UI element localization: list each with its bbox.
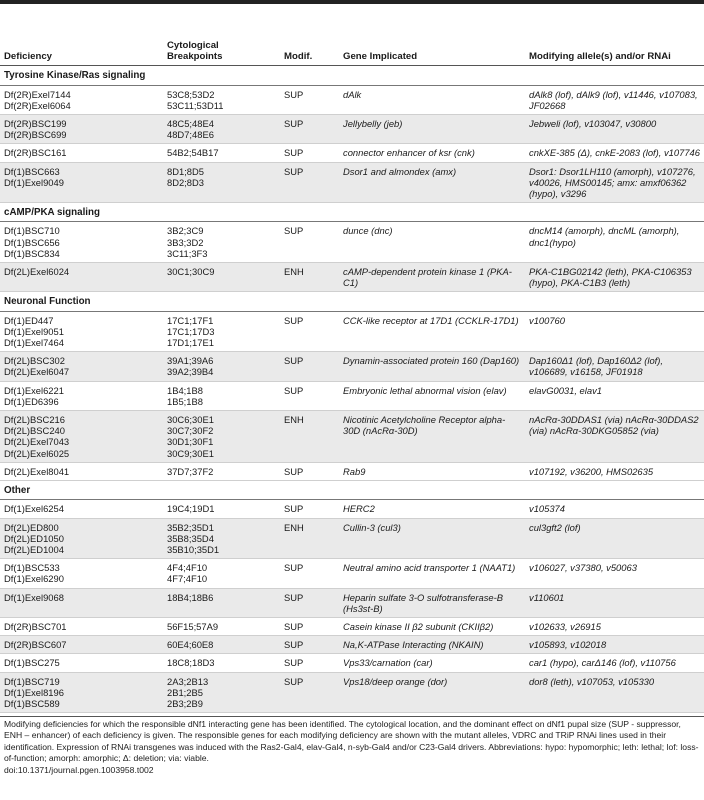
deficiency-name: Df(2R)BSC607 (4, 639, 67, 651)
breakpoint-value: 30C7;30F2 (167, 425, 214, 437)
allele-cell: v106027, v37380, v50063 (525, 559, 704, 588)
breakpoint-value: 35B10;35D1 (167, 543, 220, 555)
deficiency-cell (0, 617, 163, 635)
caption-text: Modifying deficiencies for which the responsible dNf1 interacting gene has been identified. The cytological location, and the dominant effect on dNf1 pupal size (SUP - suppressor, ENH – enhancer) of each deficiency is given. The responsible genes for each modifying deficiency are shown with the mutant alleles, VDRC and TRiP RNAi lines used in their identification. Expression of RNAi transgenes was induced with the Ras2-Gal4, elav-Gal4, n-syb-Gal4 and/or C23-Gal4 drivers. Abbreviations: hypo: hypomorphic; leth: lethal; lof: loss-of-function; amorph: amorphic; Δ: deletion; via: viable. (4, 719, 699, 764)
deficiency-cell (0, 115, 163, 144)
gene-cell: Rab9 (339, 462, 525, 480)
col-header-breakpoints: Cytological Breakpoints (163, 40, 280, 66)
breakpoint-value: 35B2;35D1 (167, 521, 214, 533)
breakpoints-cell (163, 636, 280, 654)
gene-cell: connector enhancer of ksr (cnk) (339, 144, 525, 162)
breakpoints-cell (163, 411, 280, 463)
col-header-gene: Gene Implicated (339, 40, 525, 66)
deficiency-name: Df(2R)BSC161 (4, 147, 67, 159)
table-row (0, 654, 704, 672)
breakpoint-value: 48D7;48E6 (167, 129, 214, 141)
table-row (0, 518, 704, 559)
deficiency-cell (0, 588, 163, 617)
table-row (0, 144, 704, 162)
breakpoint-value: 35B8;35D4 (167, 532, 214, 544)
section-header (0, 66, 704, 85)
modif-cell: SUP (280, 654, 339, 672)
table-row (0, 311, 704, 352)
allele-cell: nAcRα-30DDAS1 (via) nAcRα-30DDAS2 (via) nAcRα-30DKG05852 (via) (525, 411, 704, 463)
table-row (0, 559, 704, 588)
allele-cell: cul3gft2 (lof) (525, 518, 704, 559)
table-row (0, 85, 704, 114)
table-row (0, 462, 704, 480)
modif-cell: SUP (280, 559, 339, 588)
top-rule (0, 0, 704, 4)
breakpoint-value: 19C4;19D1 (167, 503, 215, 515)
gene-cell: Dsor1 and almondex (amx) (339, 162, 525, 203)
section-header (0, 292, 704, 311)
deficiency-cell (0, 411, 163, 463)
table-row (0, 588, 704, 617)
deficiency-name: Df(2L)Exel7043 (4, 436, 70, 448)
modif-cell: SUP (280, 500, 339, 518)
deficiency-cell (0, 518, 163, 559)
breakpoint-value: 2A3;2B13 (167, 675, 209, 687)
deficiency-cell (0, 144, 163, 162)
table-caption (4, 719, 700, 776)
table-row (0, 381, 704, 410)
deficiency-name: Df(2L)BSC302 (4, 355, 65, 367)
deficiency-cell (0, 311, 163, 352)
deficiency-name: Df(2R)BSC699 (4, 129, 67, 141)
section-header (0, 203, 704, 222)
breakpoint-value: 53C11;53D11 (167, 99, 224, 111)
modif-cell: SUP (280, 222, 339, 263)
allele-cell: dncM14 (amorph), dncML (amorph), dnc1(hypo) (525, 222, 704, 263)
gene-cell: HERC2 (339, 500, 525, 518)
bottom-rule (0, 716, 704, 717)
allele-cell: dor8 (leth), v107053, v105330 (525, 672, 704, 713)
gene-cell: Dynamin-associated protein 160 (Dap160) (339, 352, 525, 381)
allele-cell: v110601 (525, 588, 704, 617)
modif-cell: SUP (280, 636, 339, 654)
gene-cell: Jellybelly (jeb) (339, 115, 525, 144)
breakpoints-cell (163, 672, 280, 713)
deficiency-name: Df(2R)Exel7144 (4, 88, 71, 100)
breakpoint-value: 30C6;30E1 (167, 414, 214, 426)
breakpoint-value: 4F7;4F10 (167, 573, 208, 585)
modif-cell: SUP (280, 162, 339, 203)
modif-cell: ENH (280, 411, 339, 463)
breakpoints-cell (163, 518, 280, 559)
modif-cell: SUP (280, 144, 339, 162)
breakpoint-value: 30D1;30F1 (167, 436, 214, 448)
deficiency-name: Df(1)Exel6254 (4, 503, 64, 515)
breakpoint-value: 30C9;30E1 (167, 447, 214, 459)
table-body (0, 66, 704, 713)
gene-cell: Na,K-ATPase Interacting (NKAIN) (339, 636, 525, 654)
section-title: Tyrosine Kinase/Ras signaling (0, 66, 704, 85)
modif-cell: SUP (280, 85, 339, 114)
breakpoints-cell (163, 222, 280, 263)
allele-cell: v105893, v102018 (525, 636, 704, 654)
breakpoint-value: 3B3;3D2 (167, 236, 204, 248)
gene-cell: Vps18/deep orange (dor) (339, 672, 525, 713)
allele-cell: car1 (hypo), carΔ146 (lof), v110756 (525, 654, 704, 672)
deficiency-name: Df(1)Exel9049 (4, 176, 64, 188)
allele-cell: PKA-C1BG02142 (leth), PKA-C106353 (hypo), PKA-C1B3 (leth) (525, 263, 704, 292)
deficiency-name: Df(2R)BSC701 (4, 620, 67, 632)
allele-cell: dAlk8 (lof), dAlk9 (lof), v11446, v107083, JF02668 (525, 85, 704, 114)
breakpoint-value: 39A1;39A6 (167, 355, 214, 367)
breakpoint-value: 60E4;60E8 (167, 639, 214, 651)
modif-cell: SUP (280, 115, 339, 144)
deficiency-cell (0, 352, 163, 381)
breakpoint-value: 3C11;3F3 (167, 247, 208, 259)
breakpoint-value: 53C8;53D2 (167, 88, 215, 100)
deficiency-name: Df(1)Exel9068 (4, 591, 64, 603)
allele-cell: v102633, v26915 (525, 617, 704, 635)
breakpoint-value: 54B2;54B17 (167, 147, 219, 159)
deficiency-name: Df(1)Exel8196 (4, 686, 64, 698)
modif-cell: SUP (280, 381, 339, 410)
modif-cell: ENH (280, 518, 339, 559)
deficiency-cell (0, 222, 163, 263)
table-row (0, 636, 704, 654)
deficiency-cell (0, 500, 163, 518)
deficiency-name: Df(1)BSC589 (4, 697, 60, 709)
allele-cell: v105374 (525, 500, 704, 518)
breakpoints-cell (163, 85, 280, 114)
deficiency-name: Df(1)Exel7464 (4, 337, 64, 349)
deficiency-name: Df(1)BSC656 (4, 236, 60, 248)
deficiency-cell (0, 263, 163, 292)
breakpoints-cell (163, 588, 280, 617)
breakpoints-cell (163, 654, 280, 672)
allele-cell: elavG0031, elav1 (525, 381, 704, 410)
breakpoint-value: 48C5;48E4 (167, 118, 214, 130)
breakpoint-value: 39A2;39B4 (167, 366, 214, 378)
deficiency-name: Df(2R)BSC199 (4, 118, 67, 130)
section-header (0, 481, 704, 500)
breakpoints-cell (163, 617, 280, 635)
deficiency-name: Df(2L)ED1050 (4, 532, 64, 544)
breakpoint-value: 8D1;8D5 (167, 165, 205, 177)
gene-cell: Heparin sulfate 3-O sulfotransferase-B (Hs3st-B) (339, 588, 525, 617)
deficiency-name: Df(2L)ED800 (4, 521, 59, 533)
allele-cell: Dsor1: Dsor1LH110 (amorph), v107276, v40026, HMS00145; amx: amxf06362 (hypo), v3296 (525, 162, 704, 203)
deficiency-name: Df(2R)Exel6064 (4, 99, 71, 111)
breakpoint-value: 18C8;18D3 (167, 657, 215, 669)
modif-cell: SUP (280, 588, 339, 617)
breakpoint-value: 4F4;4F10 (167, 562, 208, 574)
breakpoints-cell (163, 352, 280, 381)
deficiency-name: Df(2L)BSC216 (4, 414, 65, 426)
breakpoint-value: 30C1;30C9 (167, 266, 215, 278)
table-row (0, 222, 704, 263)
gene-cell: Vps33/carnation (car) (339, 654, 525, 672)
breakpoints-cell (163, 162, 280, 203)
allele-cell: cnkXE-385 (Δ), cnkE-2083 (lof), v107746 (525, 144, 704, 162)
deficiency-name: Df(2L)Exel8041 (4, 465, 70, 477)
gene-cell: dAlk (339, 85, 525, 114)
col-header-modif: Modif. (280, 40, 339, 66)
allele-cell: v100760 (525, 311, 704, 352)
deficiency-name: Df(1)ED6396 (4, 395, 59, 407)
section-title: Neuronal Function (0, 292, 704, 311)
deficiency-name: Df(1)Exel6290 (4, 573, 64, 585)
deficiency-name: Df(1)BSC719 (4, 675, 60, 687)
gene-cell: cAMP-dependent protein kinase 1 (PKA-C1) (339, 263, 525, 292)
section-title: cAMP/PKA signaling (0, 203, 704, 222)
breakpoint-value: 2B1;2B5 (167, 686, 203, 698)
breakpoint-value: 1B5;1B8 (167, 395, 203, 407)
breakpoint-value: 2B3;2B9 (167, 697, 203, 709)
allele-cell: Jebweli (lof), v103047, v30800 (525, 115, 704, 144)
deficiency-name: Df(2L)Exel6025 (4, 447, 70, 459)
gene-cell: Cullin-3 (cul3) (339, 518, 525, 559)
deficiency-name: Df(1)Exel9051 (4, 325, 64, 337)
breakpoints-cell (163, 115, 280, 144)
deficiency-cell (0, 85, 163, 114)
breakpoint-value: 3B2;3C9 (167, 225, 204, 237)
breakpoint-value: 1B4;1B8 (167, 384, 203, 396)
breakpoint-value: 17C1;17D3 (167, 325, 215, 337)
table-row (0, 115, 704, 144)
table-row (0, 411, 704, 463)
modif-cell: SUP (280, 311, 339, 352)
breakpoints-cell (163, 144, 280, 162)
deficiency-table (0, 40, 704, 713)
breakpoint-value: 18B4;18B6 (167, 591, 214, 603)
breakpoint-value: 17C1;17F1 (167, 314, 214, 326)
breakpoints-cell (163, 500, 280, 518)
breakpoints-cell (163, 462, 280, 480)
table-row (0, 263, 704, 292)
modif-cell: ENH (280, 263, 339, 292)
deficiency-name: Df(2L)BSC240 (4, 425, 65, 437)
gene-cell: CCK-like receptor at 17D1 (CCKLR-17D1) (339, 311, 525, 352)
breakpoints-cell (163, 263, 280, 292)
deficiency-cell (0, 162, 163, 203)
modif-cell: SUP (280, 617, 339, 635)
gene-cell: Nicotinic Acetylcholine Receptor alpha-30D (nAcRα-30D) (339, 411, 525, 463)
modif-cell: SUP (280, 352, 339, 381)
table-row (0, 672, 704, 713)
deficiency-cell (0, 381, 163, 410)
modif-cell: SUP (280, 462, 339, 480)
deficiency-name: Df(1)BSC533 (4, 562, 60, 574)
header-row (0, 40, 704, 66)
deficiency-name: Df(2L)ED1004 (4, 543, 64, 555)
gene-cell: dunce (dnc) (339, 222, 525, 263)
table-row (0, 500, 704, 518)
deficiency-cell (0, 636, 163, 654)
modif-cell: SUP (280, 672, 339, 713)
deficiency-name: Df(1)BSC663 (4, 165, 60, 177)
col-header-deficiency: Deficiency (0, 40, 163, 66)
col-header-allele: Modifying allele(s) and/or RNAi (525, 40, 704, 66)
breakpoints-cell (163, 311, 280, 352)
breakpoint-value: 37D7;37F2 (167, 465, 214, 477)
deficiency-name: Df(1)BSC710 (4, 225, 60, 237)
breakpoint-value: 56F15;57A9 (167, 620, 219, 632)
deficiency-name: Df(1)BSC275 (4, 657, 60, 669)
breakpoints-cell (163, 559, 280, 588)
caption-doi: doi:10.1371/journal.pgen.1003958.t002 (4, 764, 154, 775)
deficiency-name: Df(1)ED447 (4, 314, 54, 326)
gene-cell: Casein kinase II β2 subunit (CKIIβ2) (339, 617, 525, 635)
deficiency-cell (0, 672, 163, 713)
breakpoint-value: 17D1;17E1 (167, 337, 214, 349)
deficiency-name: Df(1)Exel6221 (4, 384, 64, 396)
table-row (0, 352, 704, 381)
breakpoints-cell (163, 381, 280, 410)
deficiency-cell (0, 654, 163, 672)
table-row (0, 162, 704, 203)
allele-cell: Dap160Δ1 (lof), Dap160Δ2 (lof), v106689, v16158, JF01918 (525, 352, 704, 381)
breakpoint-value: 8D2;8D3 (167, 176, 205, 188)
section-title: Other (0, 481, 704, 500)
allele-cell: v107192, v36200, HMS02635 (525, 462, 704, 480)
deficiency-cell (0, 462, 163, 480)
gene-cell: Neutral amino acid transporter 1 (NAAT1) (339, 559, 525, 588)
deficiency-name: Df(1)BSC834 (4, 247, 60, 259)
deficiency-cell (0, 559, 163, 588)
deficiency-name: Df(2L)Exel6047 (4, 366, 70, 378)
gene-cell: Embryonic lethal abnormal vision (elav) (339, 381, 525, 410)
deficiency-name: Df(2L)Exel6024 (4, 266, 70, 278)
table-row (0, 617, 704, 635)
